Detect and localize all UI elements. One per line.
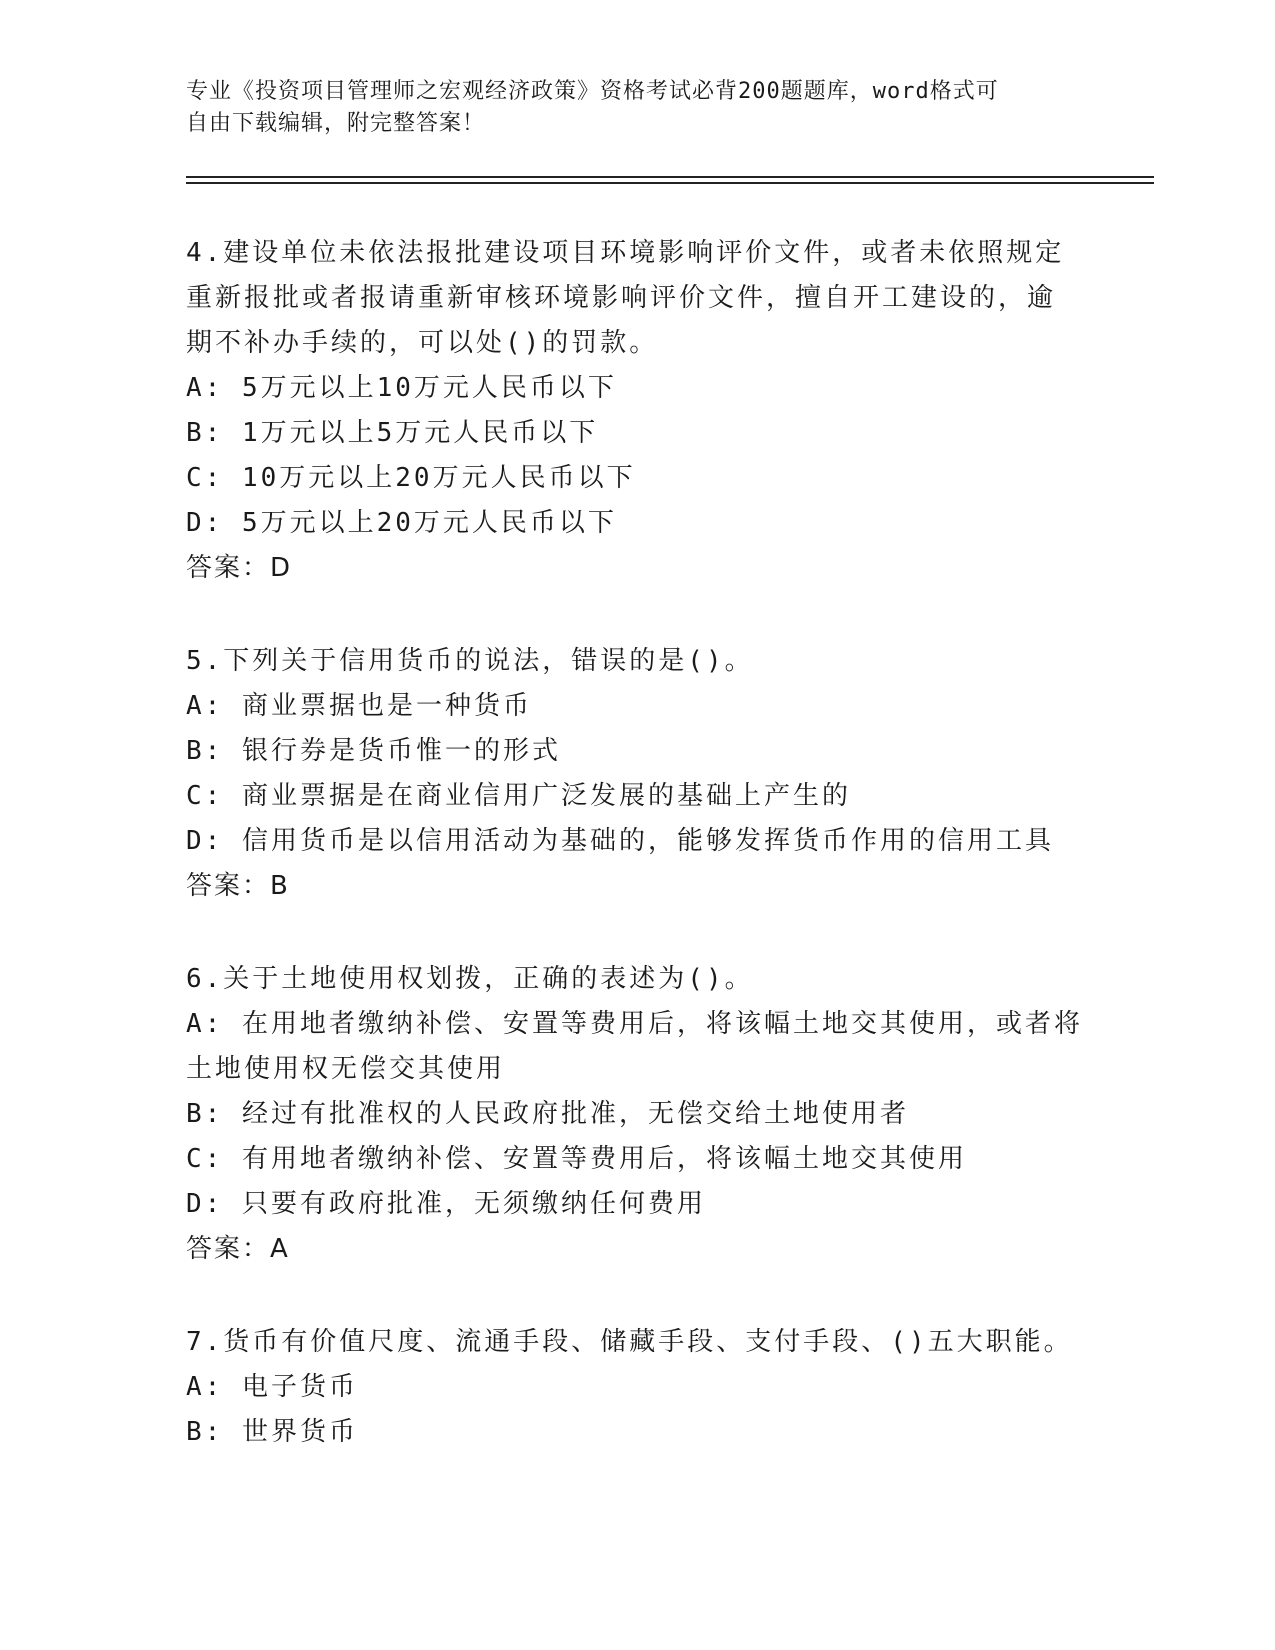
option-b: B: 1万元以上5万元人民币以下 — [186, 418, 599, 448]
option-c: C: 10万元以上20万元人民币以下 — [186, 463, 636, 493]
question-list — [186, 231, 1083, 1503]
question-stem-line: 重新报批或者报请重新审核环境影响评价文件，擅自开工建设的，逾 — [186, 283, 1057, 313]
question-stem-line: 7.货币有价值尺度、流通手段、储藏手段、支付手段、()五大职能。 — [186, 1327, 1073, 1357]
answer-label: 答案：A — [186, 1234, 290, 1264]
option-a: A: 在用地者缴纳补偿、安置等费用后，将该幅土地交其使用，或者将 — [186, 1009, 1083, 1039]
header-divider-bottom — [186, 182, 1154, 184]
option-b: B: 银行券是货币惟一的形式 — [186, 736, 561, 766]
option-b: B: 世界货币 — [186, 1417, 358, 1447]
option-a: A: 商业票据也是一种货币 — [186, 691, 532, 721]
option-d: D: 只要有政府批准，无须缴纳任何费用 — [186, 1189, 706, 1219]
header-title-line-2: 自由下载编辑，附完整答案！ — [186, 111, 486, 136]
question-6 — [186, 957, 1083, 1272]
question-7 — [186, 1320, 1076, 1455]
question-4 — [186, 231, 1076, 591]
document-header — [186, 76, 1066, 140]
option-c: C: 商业票据是在商业信用广泛发展的基础上产生的 — [186, 781, 851, 811]
option-a: A: 5万元以上10万元人民币以下 — [186, 373, 617, 403]
option-a-continuation: 土地使用权无偿交其使用 — [186, 1054, 506, 1084]
header-title-line-1: 专业《投资项目管理师之宏观经济政策》资格考试必背200题题库，word格式可 — [186, 79, 999, 104]
question-stem-line: 期不补办手续的，可以处()的罚款。 — [186, 328, 659, 358]
question-stem-line: 5.下列关于信用货币的说法，错误的是()。 — [186, 646, 754, 676]
option-b: B: 经过有批准权的人民政府批准，无偿交给土地使用者 — [186, 1099, 909, 1129]
option-d: D: 信用货币是以信用活动为基础的，能够发挥货币作用的信用工具 — [186, 826, 1054, 856]
answer-label: 答案：D — [186, 553, 293, 583]
option-a: A: 电子货币 — [186, 1372, 358, 1402]
option-c: C: 有用地者缴纳补偿、安置等费用后，将该幅土地交其使用 — [186, 1144, 967, 1174]
option-d: D: 5万元以上20万元人民币以下 — [186, 508, 617, 538]
question-stem-line: 6.关于土地使用权划拨，正确的表述为()。 — [186, 964, 754, 994]
answer-label: 答案：B — [186, 871, 290, 901]
question-stem-line: 4.建设单位未依法报批建设项目环境影响评价文件，或者未依照规定 — [186, 238, 1065, 268]
question-5 — [186, 639, 1076, 909]
header-divider-top — [186, 176, 1154, 178]
